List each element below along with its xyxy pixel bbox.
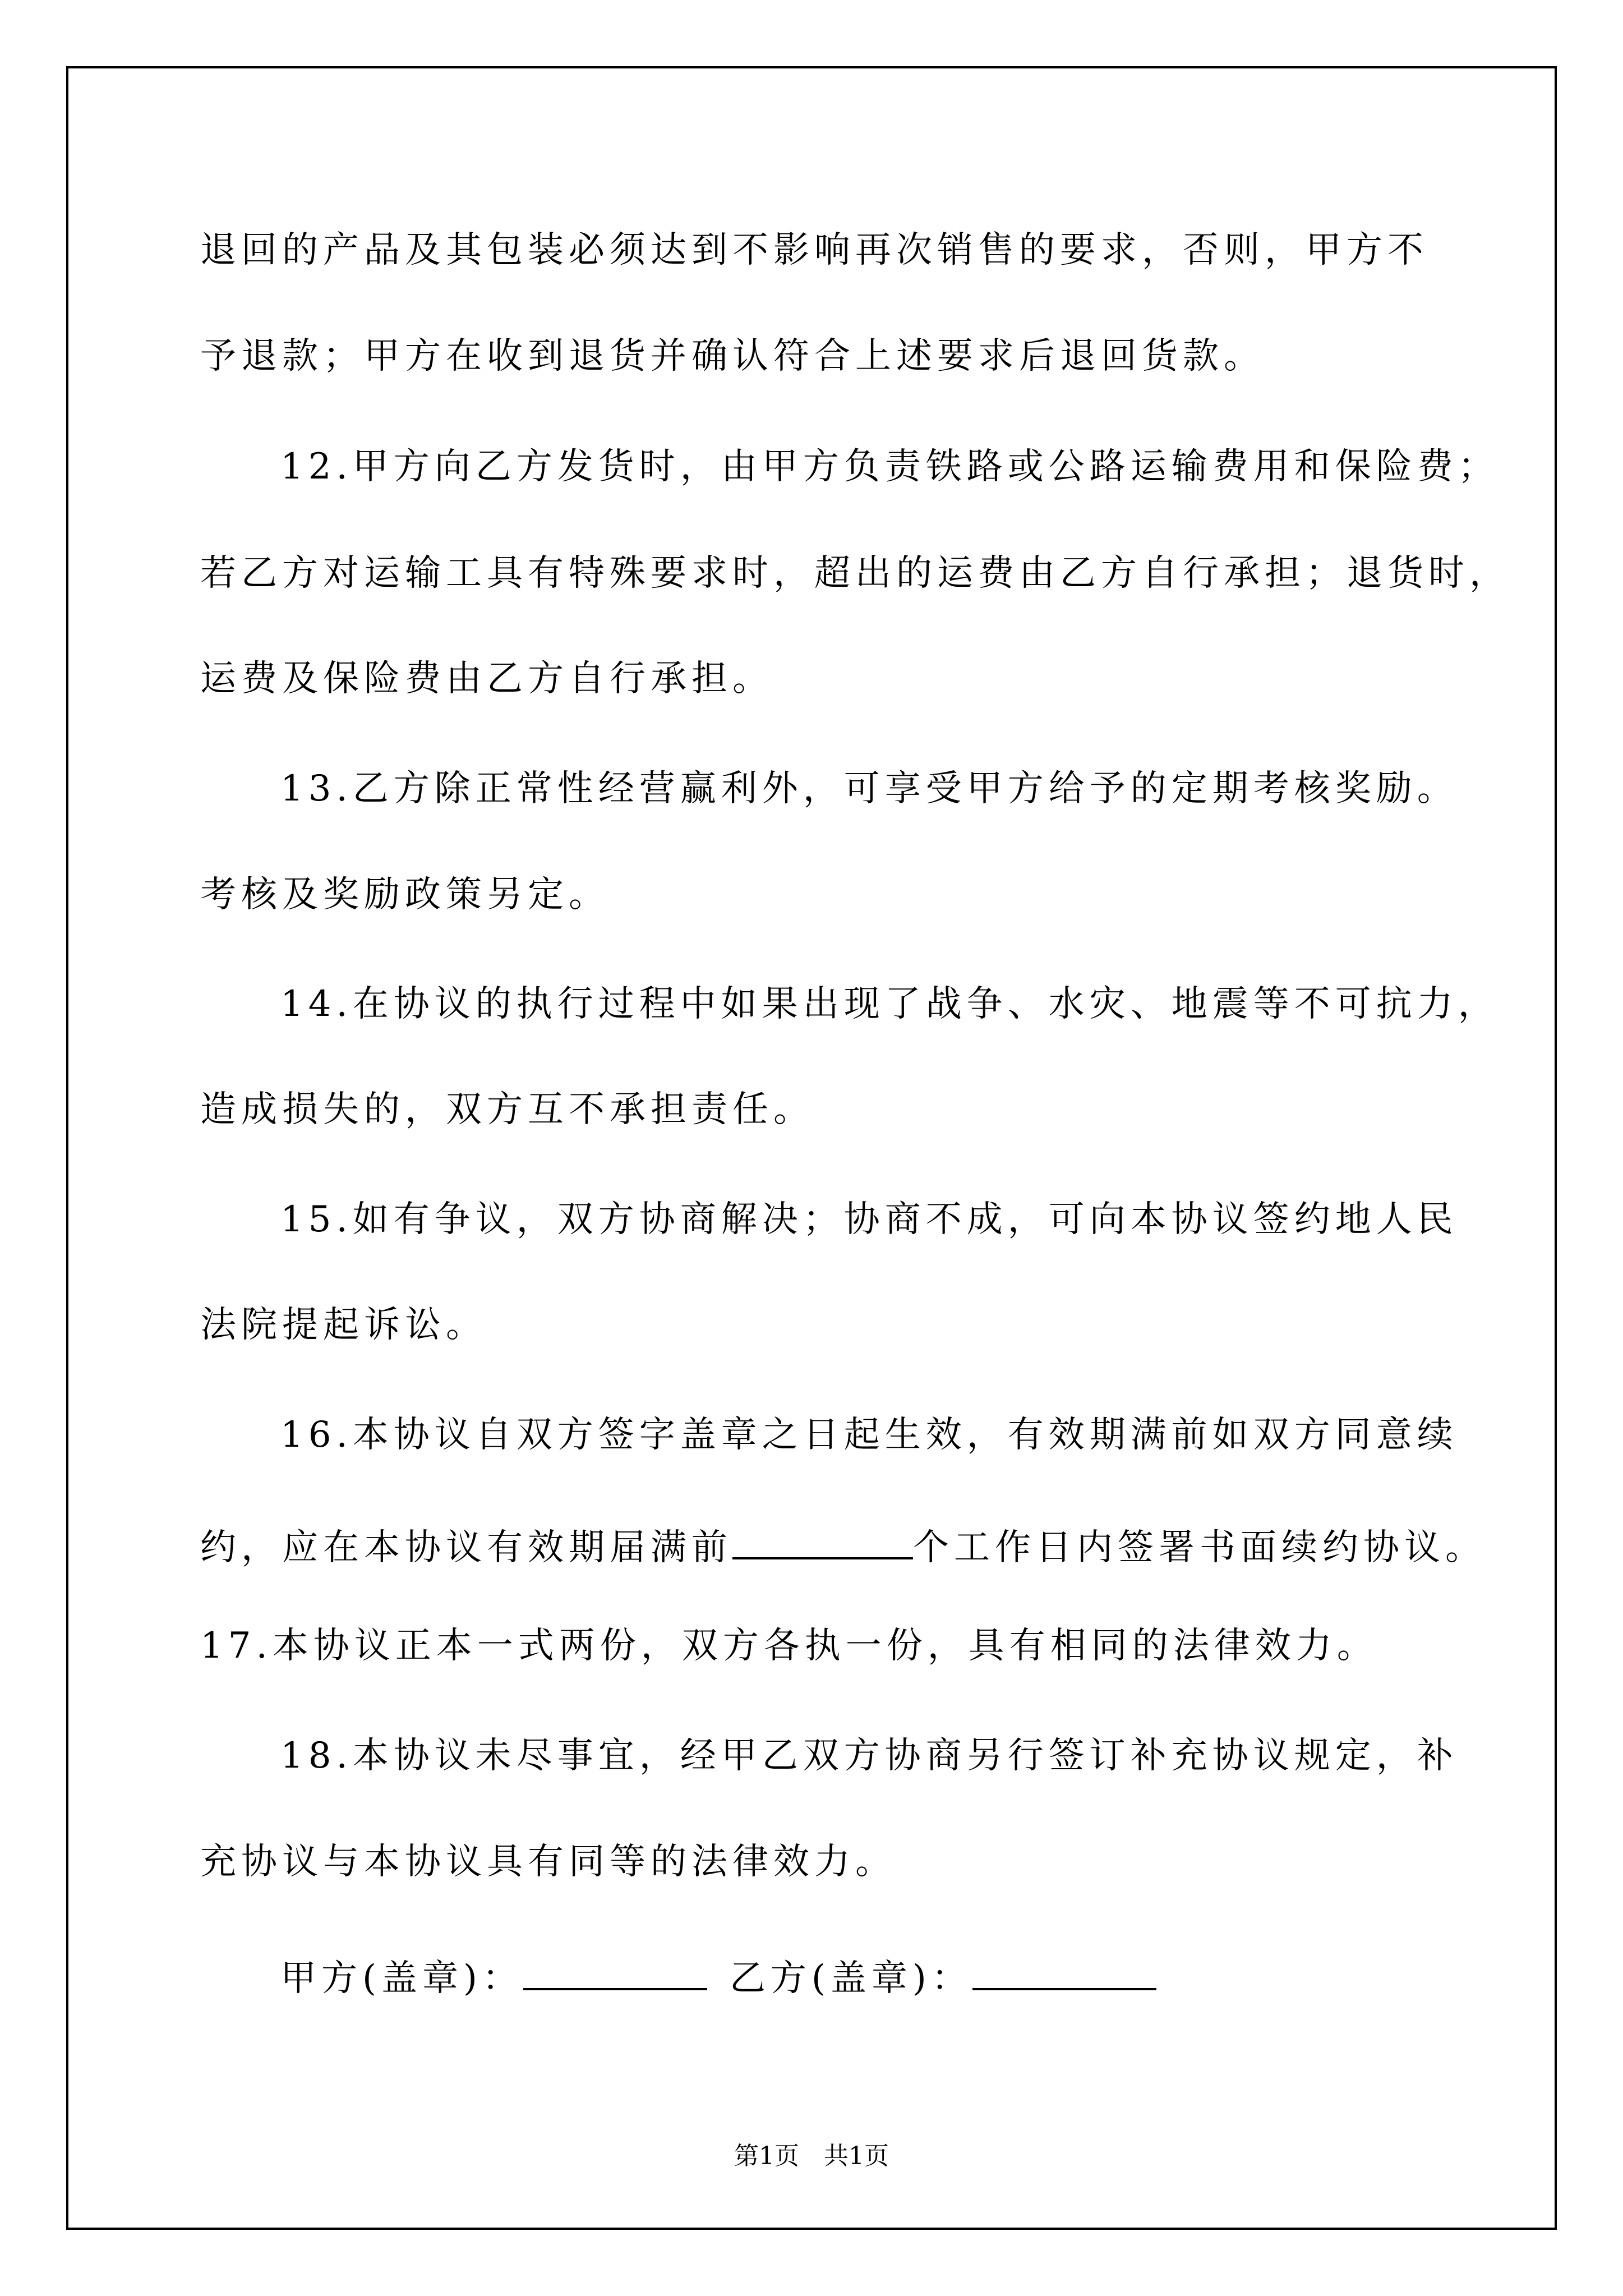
- signature-line: [280, 1953, 1156, 1999]
- page-number-footer: 第1页 共1页: [734, 2142, 889, 2170]
- party-a-seal-blank: [523, 1953, 707, 1990]
- clause-16-renewal-line: [200, 1522, 1486, 1566]
- clause-13-line: 考核及奖励政策另定。: [200, 874, 610, 915]
- clause-12-line: 运费及保险费由乙方自行承担。: [200, 658, 773, 700]
- clause-16-line: 16.本协议自双方签字盖章之日起生效，有效期满前如双方同意续: [280, 1414, 1458, 1456]
- paragraph-line: 予退款；甲方在收到退货并确认符合上述要求后退回货款。: [200, 335, 1265, 377]
- renewal-days-blank: [732, 1522, 913, 1559]
- clause-15-line: 法院提起诉讼。: [200, 1304, 487, 1346]
- paragraph-line: 退回的产品及其包装必须达到不影响再次销售的要求，否则，甲方不: [200, 229, 1428, 271]
- clause-13-line: 13.乙方除正常性经营赢利外，可享受甲方给予的定期考核奖励。: [280, 768, 1458, 809]
- renewal-text-before: 约，应在本协议有效期届满前: [200, 1527, 732, 1568]
- clause-18-line: 18.本协议未尽事宜，经甲乙双方协商另行签订补充协议规定，补: [280, 1735, 1458, 1777]
- party-b-seal-label: 乙方(盖章)：: [729, 1958, 972, 1999]
- party-b-seal-blank: [972, 1953, 1156, 1990]
- renewal-text-after: 个工作日内签署书面续约协议。: [913, 1527, 1486, 1568]
- clause-15-line: 15.如有争议，双方协商解决；协商不成，可向本协议签约地人民: [280, 1199, 1458, 1240]
- page-border: [66, 66, 1557, 2230]
- clause-14-line: 14.在协议的执行过程中如果出现了战争、水灾、地震等不可抗力，: [280, 983, 1499, 1025]
- clause-12-line: 12.甲方向乙方发货时，由甲方负责铁路或公路运输费用和保险费；: [280, 446, 1499, 487]
- party-a-seal-label: 甲方(盖章)：: [280, 1958, 523, 1999]
- clause-18-line: 充协议与本协议具有同等的法律效力。: [200, 1841, 896, 1883]
- clause-12-line: 若乙方对运输工具有特殊要求时，超出的运费由乙方自行承担；退货时，: [200, 553, 1510, 594]
- clause-17-line: 17.本协议正本一式两份，双方各执一份，具有相同的法律效力。: [200, 1625, 1378, 1667]
- clause-14-line: 造成损失的，双方互不承担责任。: [200, 1089, 814, 1130]
